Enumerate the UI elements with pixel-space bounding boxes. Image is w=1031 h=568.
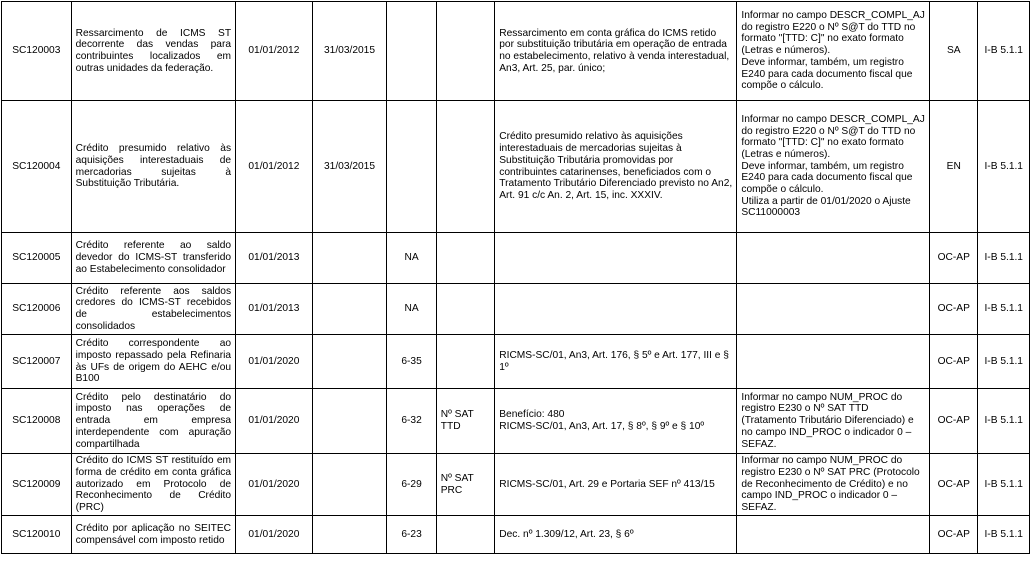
table-row [2, 389, 1030, 454]
type-code: OC-AP [930, 233, 978, 284]
table-body [2, 2, 1030, 554]
adjustment-code: SC120010 [2, 516, 72, 554]
instruction-line: Utiliza a partir de 01/01/2020 o Ajuste SC11000003 [741, 195, 911, 219]
table-row [2, 335, 1030, 389]
column-6-value [436, 233, 495, 284]
instructions [737, 2, 930, 101]
start-date: 01/01/2012 [236, 101, 313, 233]
description: Crédito por aplicação no SEITEC compensável com imposto retido [71, 516, 235, 554]
legal-basis: RICMS-SC/01, An3, Art. 176, § 5º e Art. 177, III e § 1º [495, 335, 737, 389]
type-code: OC-AP [930, 284, 978, 335]
reference: I-B 5.1.1 [978, 2, 1030, 101]
type-code: EN [930, 101, 978, 233]
adjustment-code: SC120003 [2, 2, 72, 101]
reference: I-B 5.1.1 [978, 233, 1030, 284]
instructions [737, 335, 930, 389]
reference: I-B 5.1.1 [978, 284, 1030, 335]
legal-basis: Crédito presumido relativo às aquisições interestaduais de mercadorias sujeitas à Substituição Tributária promovidas por contribuintes catarinenses, beneficiados com o Tratamento Tributário Diferenciado previsto no An2, Art. 91 c/c An. 2, Art. 15, inc. XXXIV. [495, 101, 737, 233]
legal-basis: RICMS-SC/01, Art. 29 e Portaria SEF nº 413/15 [495, 454, 737, 516]
column-5-value [387, 101, 436, 233]
start-date: 01/01/2013 [236, 233, 313, 284]
legal-basis [495, 389, 737, 454]
end-date [312, 389, 387, 454]
description: Crédito correspondente ao imposto repassado pela Refinaria às UFs de origem do AEHC e/ou B100 [71, 335, 235, 389]
table-row [2, 233, 1030, 284]
instructions [737, 516, 930, 554]
adjustment-codes-table [1, 1, 1030, 554]
instruction-line: Deve informar, também, um registro E240 para cada documento fiscal que compõe o cálculo. [741, 160, 913, 196]
column-5-value: 6-35 [387, 335, 436, 389]
legal-basis: Dec. nº 1.309/12, Art. 23, § 6º [495, 516, 737, 554]
type-code: OC-AP [930, 335, 978, 389]
instructions [737, 233, 930, 284]
adjustment-code: SC120005 [2, 233, 72, 284]
type-code: SA [930, 2, 978, 101]
reference: I-B 5.1.1 [978, 335, 1030, 389]
instruction-line: Informar no campo DESCR_COMPL_AJ do registro E220 o Nº S@T do TTD no formato "[TTD: C]" no exato formato (Letras e números). [741, 113, 925, 160]
instructions [737, 454, 930, 516]
table-row [2, 454, 1030, 516]
table-row [2, 516, 1030, 554]
column-6-value [436, 335, 495, 389]
text-line: Benefício: 480 [499, 409, 565, 421]
legal-basis [495, 284, 737, 335]
column-6-value: Nº SAT TTD [436, 389, 495, 454]
table-row [2, 2, 1030, 101]
column-5-value [387, 2, 436, 101]
table-row [2, 101, 1030, 233]
reference: I-B 5.1.1 [978, 101, 1030, 233]
type-code: OC-AP [930, 389, 978, 454]
description: Crédito referente ao saldo devedor do ICMS-ST transferido ao Estabelecimento consolidador [71, 233, 235, 284]
reference: I-B 5.1.1 [978, 389, 1030, 454]
reference: I-B 5.1.1 [978, 516, 1030, 554]
column-5-value: 6-32 [387, 389, 436, 454]
description: Crédito referente aos saldos credores do ICMS-ST recebidos de estabelecimentos consolidados [71, 284, 235, 335]
instructions [737, 389, 930, 454]
column-6-value: Nº SAT PRC [436, 454, 495, 516]
instruction-line: Deve informar, também, um registro E240 para cada documento fiscal que compõe o cálculo. [741, 56, 913, 92]
description: Crédito presumido relativo às aquisições interestaduais de mercadorias sujeitas à Substituição Tributária. [71, 101, 235, 233]
column-6-value [436, 101, 495, 233]
adjustment-code: SC120006 [2, 284, 72, 335]
start-date: 01/01/2020 [236, 389, 313, 454]
legal-basis [495, 233, 737, 284]
end-date [312, 454, 387, 516]
start-date: 01/01/2020 [236, 516, 313, 554]
table-row [2, 284, 1030, 335]
end-date [312, 284, 387, 335]
column-6-value [436, 516, 495, 554]
instruction-line: Informar no campo NUM_PROC do registro E230 o Nº SAT PRC (Protocolo de Reconhecimento de Crédito) e no campo IND_PROC o indicador 0 – SEFAZ. [741, 455, 920, 514]
reference: I-B 5.1.1 [978, 454, 1030, 516]
type-code: OC-AP [930, 454, 978, 516]
type-code: OC-AP [930, 516, 978, 554]
column-6-value [436, 2, 495, 101]
column-5-value: 6-23 [387, 516, 436, 554]
column-6-value [436, 284, 495, 335]
instructions [737, 101, 930, 233]
adjustment-code: SC120007 [2, 335, 72, 389]
adjustment-code: SC120009 [2, 454, 72, 516]
adjustment-code: SC120008 [2, 389, 72, 454]
column-5-value: NA [387, 284, 436, 335]
end-date [312, 335, 387, 389]
end-date: 31/03/2015 [312, 2, 387, 101]
start-date: 01/01/2012 [236, 2, 313, 101]
end-date [312, 516, 387, 554]
description: Ressarcimento de ICMS ST decorrente das vendas para contribuintes localizados em outras unidades da federação. [71, 2, 235, 101]
start-date: 01/01/2020 [236, 454, 313, 516]
adjustment-code: SC120004 [2, 101, 72, 233]
legal-basis: Ressarcimento em conta gráfica do ICMS retido por substituição tributária em operação de entrada no estabelecimento, relativo à venda interestadual, An3, Art. 25, par. único; [495, 2, 737, 101]
end-date [312, 233, 387, 284]
instructions [737, 284, 930, 335]
instruction-line: Informar no campo NUM_PROC do registro E230 o Nº SAT TTD (Tratamento Tributário Diferenciado) e no campo IND_PROC o indicador 0 – SEFAZ. [741, 391, 914, 450]
end-date: 31/03/2015 [312, 101, 387, 233]
text-line: RICMS-SC/01, An3, Art. 17, § 8º, § 9º e § 10º [499, 421, 705, 432]
column-5-value: NA [387, 233, 436, 284]
column-5-value: 6-29 [387, 454, 436, 516]
start-date: 01/01/2013 [236, 284, 313, 335]
description: Crédito pelo destinatário do imposto nas operações de entrada em empresa interdependente com apuração compartilhada [71, 389, 235, 454]
start-date: 01/01/2020 [236, 335, 313, 389]
description: Crédito do ICMS ST restituído em forma de crédito em conta gráfica autorizado em Protocolo de Reconhecimento de Crédito (PRC) [71, 454, 235, 516]
instruction-line: Informar no campo DESCR_COMPL_AJ do registro E220 o Nº S@T do TTD no formato "[TTD: C]" no exato formato (Letras e números). [741, 10, 925, 57]
